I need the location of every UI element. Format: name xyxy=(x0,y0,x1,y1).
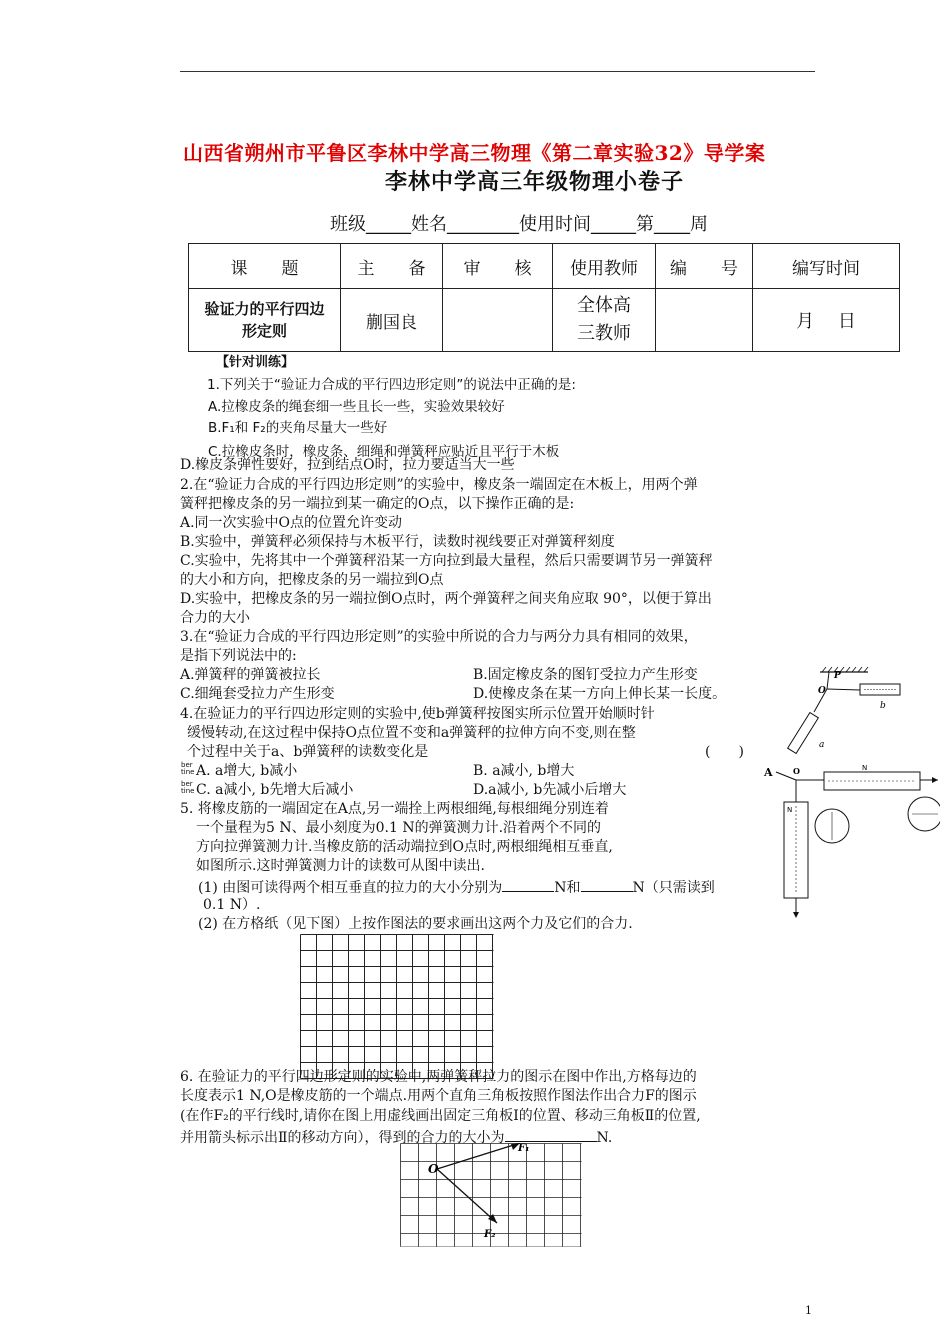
header-number: 编 号 xyxy=(656,244,753,289)
q2-option-a: A.同一次实验中O点的位置允许变动 xyxy=(180,515,403,531)
point-a-label: A xyxy=(764,766,773,779)
q2-option-b: B.实验中，弹簧秤必须保持与木板平行，读数时视线要正对弹簧秤刻度 xyxy=(180,534,615,550)
q6-unit: N. xyxy=(596,1130,613,1146)
header-rule xyxy=(180,71,815,72)
q5-unit-1: N和 xyxy=(554,880,581,896)
q2-option-d-2: 合力的大小 xyxy=(180,610,250,626)
f2-arrow xyxy=(437,1169,497,1223)
header-preparer: 主 备 xyxy=(341,244,443,289)
q3-option-c: C.细绳套受拉力产生形变 xyxy=(180,686,335,702)
teacher-line-2: 三教师 xyxy=(577,323,631,344)
q3-line-1: 3.在“验证力合成的平行四边形定则”的实验中所说的合力与两分力具有相同的效果， xyxy=(180,629,698,645)
info-table-header-row xyxy=(189,244,900,289)
class-info-line: 班级_____姓名________使用时间_____第____周 xyxy=(330,214,708,235)
q6-line-3: (在作F₂的平行线时,请你在图上用虚线画出固定三角板Ⅰ的位置、移动三角板Ⅱ的位置, xyxy=(180,1108,701,1124)
q6-answer-blank[interactable] xyxy=(505,1127,597,1142)
q5-part-1 xyxy=(198,877,715,898)
topic-line-2: 形定则 xyxy=(241,322,287,340)
balance-a-label: a xyxy=(819,740,825,750)
string-b xyxy=(827,689,860,690)
q5-part-1-end: 0.1 N）. xyxy=(203,897,261,913)
q2-option-c-2: 的大小和方向，把橡皮条的另一端拉到O点 xyxy=(180,572,444,588)
teacher-cell xyxy=(553,289,656,352)
q2-line-1: 2.在“验证力合成的平行四边形定则”的实验中，橡皮条一端固定在木板上，用两个弹 xyxy=(180,477,698,493)
q5-line-2: 一个量程为5 N、最小刻度为0.1 N的弹簧测力计.沿着两个不同的 xyxy=(196,820,602,836)
balance-b-label: b xyxy=(880,701,886,711)
q6-line-4-text: 并用箭头标示出Ⅱ的移动方向），得到的合力的大小为 xyxy=(180,1130,505,1146)
q6-force-diagram xyxy=(400,1143,582,1247)
q6-line-2: 长度表示1 N,O是橡皮筋的一个端点.用两个直角三角板按照作图法作出合力F的图示 xyxy=(180,1088,697,1104)
point-o-label: O xyxy=(818,686,826,696)
topic-cell xyxy=(189,289,341,352)
knot-o-label: O xyxy=(793,766,800,776)
preparer-cell: 蒯国良 xyxy=(341,289,443,352)
q1-option-b: B.F₁和 F₂的夹角尽量大一些好 xyxy=(208,420,388,436)
q2-option-d-1: D.实验中，把橡皮条的另一端拉倒O点时，两个弹簧秤之间夹角应取 90°，以便于算出 xyxy=(180,591,712,607)
spring-balance-a xyxy=(788,713,819,754)
vertical-balance-unit: N xyxy=(787,806,793,814)
q5-grid-paper xyxy=(300,934,494,1079)
q4-line-1: 4.在验证力的平行四边形定则的实验中,使b弹簧秤按图实所示位置开始顺时针 xyxy=(180,706,655,722)
section-label: 【针对训练】 xyxy=(216,355,295,370)
q3-option-a: A.弹簧秤的弹簧被拉长 xyxy=(180,667,321,683)
q5-unit-2: N（只需读到 xyxy=(632,880,715,896)
q4-option-c: C. a减小, b先增大后减小 xyxy=(196,782,354,798)
q6-line-1: 6. 在验证力的平行四边形定则的实验中,两弹簧秤拉力的图示在图中作出,方格每边的 xyxy=(180,1069,697,1085)
f1-arrow xyxy=(437,1143,520,1169)
q4-option-b: B. a减小, b增大 xyxy=(473,763,575,779)
q5-line-3: 方向拉弹簧测力计.当橡皮筋的活动端拉到O点时,两根细绳相互垂直, xyxy=(196,839,613,855)
q4-answer-paren: ( ) xyxy=(705,744,744,760)
point-p-label: P xyxy=(834,671,841,681)
header-reviewer: 审 核 xyxy=(443,244,553,289)
page-number: 1 xyxy=(805,1304,812,1317)
rubber-band xyxy=(827,672,829,689)
q3-option-d: D.使橡皮条在某一方向上伸长某一长度。 xyxy=(473,686,727,702)
number-cell xyxy=(656,289,753,352)
q5-spring-figure xyxy=(762,762,940,920)
header-topic: 课 题 xyxy=(189,244,341,289)
q4-line-3: 个过程中关于a、b弹簧秤的读数变化是 xyxy=(187,744,429,760)
q5-part-1-text: (1) 由图可读得两个相互垂直的拉力的大小分别为 xyxy=(198,880,503,896)
q5-part-2: (2) 在方格纸（见下图）上按作图法的要求画出这两个力及它们的合力. xyxy=(198,916,633,932)
q4-option-d: D.a减小, b先减小后增大 xyxy=(473,782,627,798)
q4-option-a: A. a增大, b减小 xyxy=(196,763,298,779)
q1-option-c: C.拉橡皮条时，橡皮条、细绳和弹簧秤应贴近且平行于木板 xyxy=(208,444,560,460)
q3-option-b: B.固定橡皮条的图钉受拉力产生形变 xyxy=(473,667,698,683)
q4-line-2: 缓慢转动,在这过程中保持O点位置不变和a弹簧秤的拉伸方向不变,则在整 xyxy=(187,725,636,741)
q1-option-a: A.拉橡皮条的绳套细一些且长一些，实验效果较好 xyxy=(208,399,505,415)
q4-spring-figure xyxy=(780,666,920,768)
document-title: 山西省朔州市平鲁区李林中学高三物理《第二章实验32》导学案 xyxy=(183,141,766,165)
quiz-title: 李林中学高三年级物理小卷子 xyxy=(385,169,685,195)
q2-option-c-1: C.实验中，先将其中一个弹簧秤沿某一方向拉到最大量程，然后只需要调节另一弹簧秤 xyxy=(180,553,713,569)
f1-label: F₁ xyxy=(518,1143,530,1154)
q1-option-d: D.橡皮条弹性要好，拉到结点O时，拉力要适当大一些 xyxy=(180,457,515,473)
reviewer-cell xyxy=(443,289,553,352)
q2-line-2: 簧秤把橡皮条的另一端拉到某一确定的O点，以下操作正确的是: xyxy=(180,496,575,512)
origin-label: O xyxy=(428,1162,439,1176)
q5-line-4: 如图所示.这时弹簧测力计的读数可从图中读出. xyxy=(196,858,485,874)
header-date: 编写时间 xyxy=(753,244,900,289)
horizontal-balance-unit: N xyxy=(862,764,868,772)
f2-label: F₂ xyxy=(484,1229,496,1240)
q5-answer-blank-1[interactable] xyxy=(502,877,554,892)
q5-answer-blank-2[interactable] xyxy=(581,877,633,892)
teacher-line-1: 全体高 xyxy=(577,295,631,316)
header-teacher: 使用教师 xyxy=(553,244,656,289)
topic-line-1: 验证力的平行四边 xyxy=(204,300,325,318)
q1-stem: 1.下列关于“验证力合成的平行四边形定则”的说法中正确的是: xyxy=(207,377,576,393)
q5-line-1: 5. 将橡皮筋的一端固定在A点,另一端拴上两根细绳,每根细绳分别连着 xyxy=(180,801,609,817)
q4-prefix-a: ber tine xyxy=(181,761,195,776)
q4-prefix-c: ber tine xyxy=(181,780,195,795)
ceiling-hatch xyxy=(822,667,868,672)
q3-line-2: 是指下列说法中的: xyxy=(180,648,297,664)
date-cell: 月 日 xyxy=(753,289,900,352)
info-table xyxy=(188,243,900,352)
info-table-row xyxy=(189,289,900,352)
